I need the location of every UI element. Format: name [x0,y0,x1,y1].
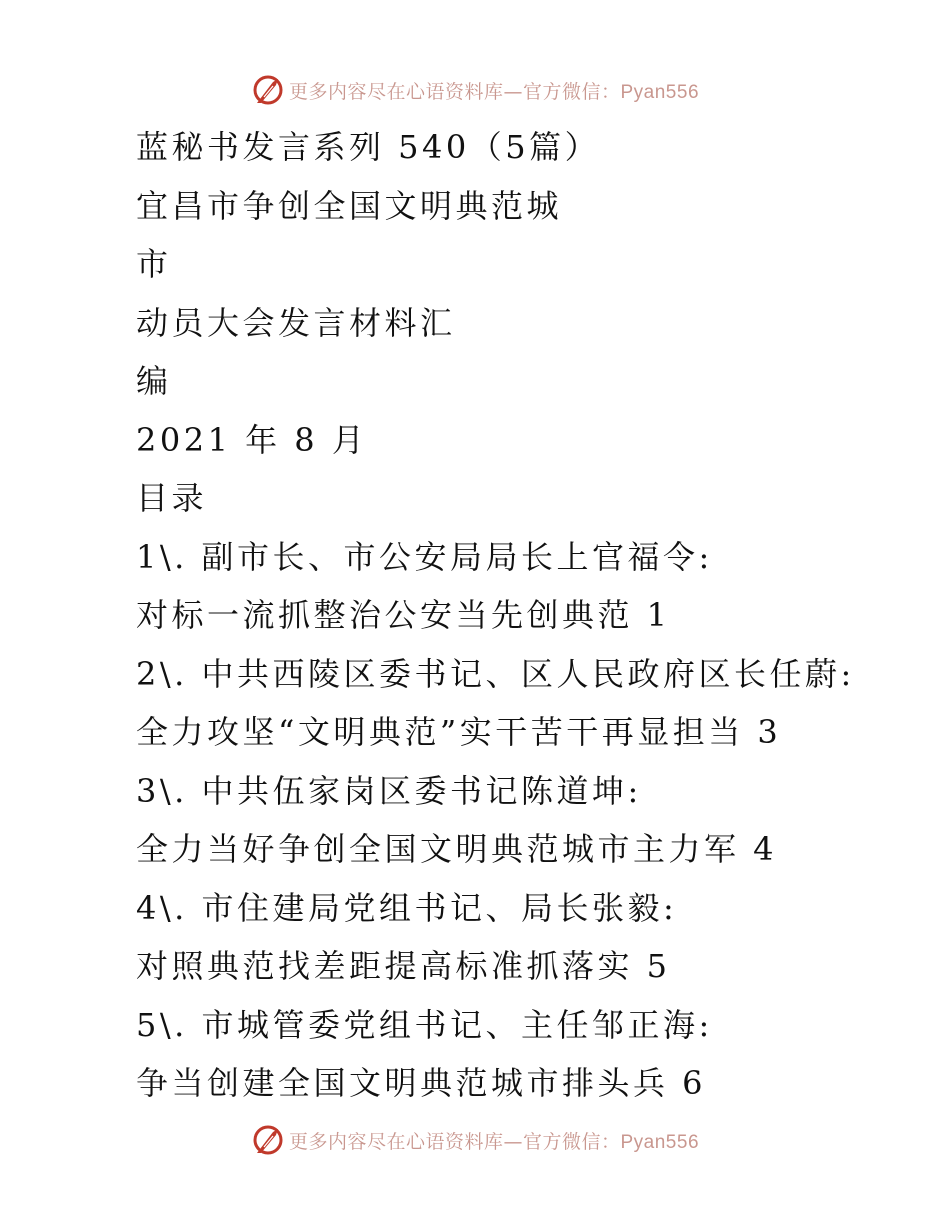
toc-entry-title: 对标一流抓整治公安当先创典范 1 [136,596,671,634]
toc-entry-speaker: 1\. 副市长、市公安局局长上官福令: [136,537,713,576]
watermark-text: 更多内容尽在心语资料库—官方微信：Pyan556 [288,80,700,103]
doc-title-line: 动员大会发言材料汇 [136,303,456,342]
header-watermark [0,72,950,108]
doc-title-line: 蓝秘书发言系列 540（5篇） [136,128,601,166]
toc-entry-speaker: 4\. 市住建局党组书记、局长张毅: [136,888,678,927]
quill-pen-circle-icon [251,73,285,107]
toc-entry-title: 全力当好争创全国文明典范城市主力军 4 [136,830,778,868]
doc-date: 2021 年 8 月 [136,420,368,459]
toc-entry-title: 全力攻坚“文明典范”实干苦干再显担当 3 [136,713,782,751]
doc-title-line: 宜昌市争创全国文明典范城 [136,186,563,225]
toc-entry-speaker: 5\. 市城管委党组书记、主任邹正海: [136,1005,713,1044]
toc-entry-title: 对照典范找差距提高标准抓落实 5 [136,947,671,985]
document-body [136,118,896,1113]
doc-title-line: 编 [136,362,172,400]
watermark-text: 更多内容尽在心语资料库—官方微信：Pyan556 [288,1130,700,1153]
toc-entry-speaker: 3\. 中共伍家岗区委书记陈道坤: [136,771,642,810]
quill-pen-circle-icon [251,1123,285,1157]
toc-entry-title: 争当创建全国文明典范城市排头兵 6 [136,1064,707,1102]
toc-heading: 目录 [136,479,208,517]
doc-title-line: 市 [136,245,172,283]
footer-watermark [0,1122,950,1158]
toc-entry-speaker: 2\. 中共西陵区委书记、区人民政府区长任蔚: [136,654,855,693]
